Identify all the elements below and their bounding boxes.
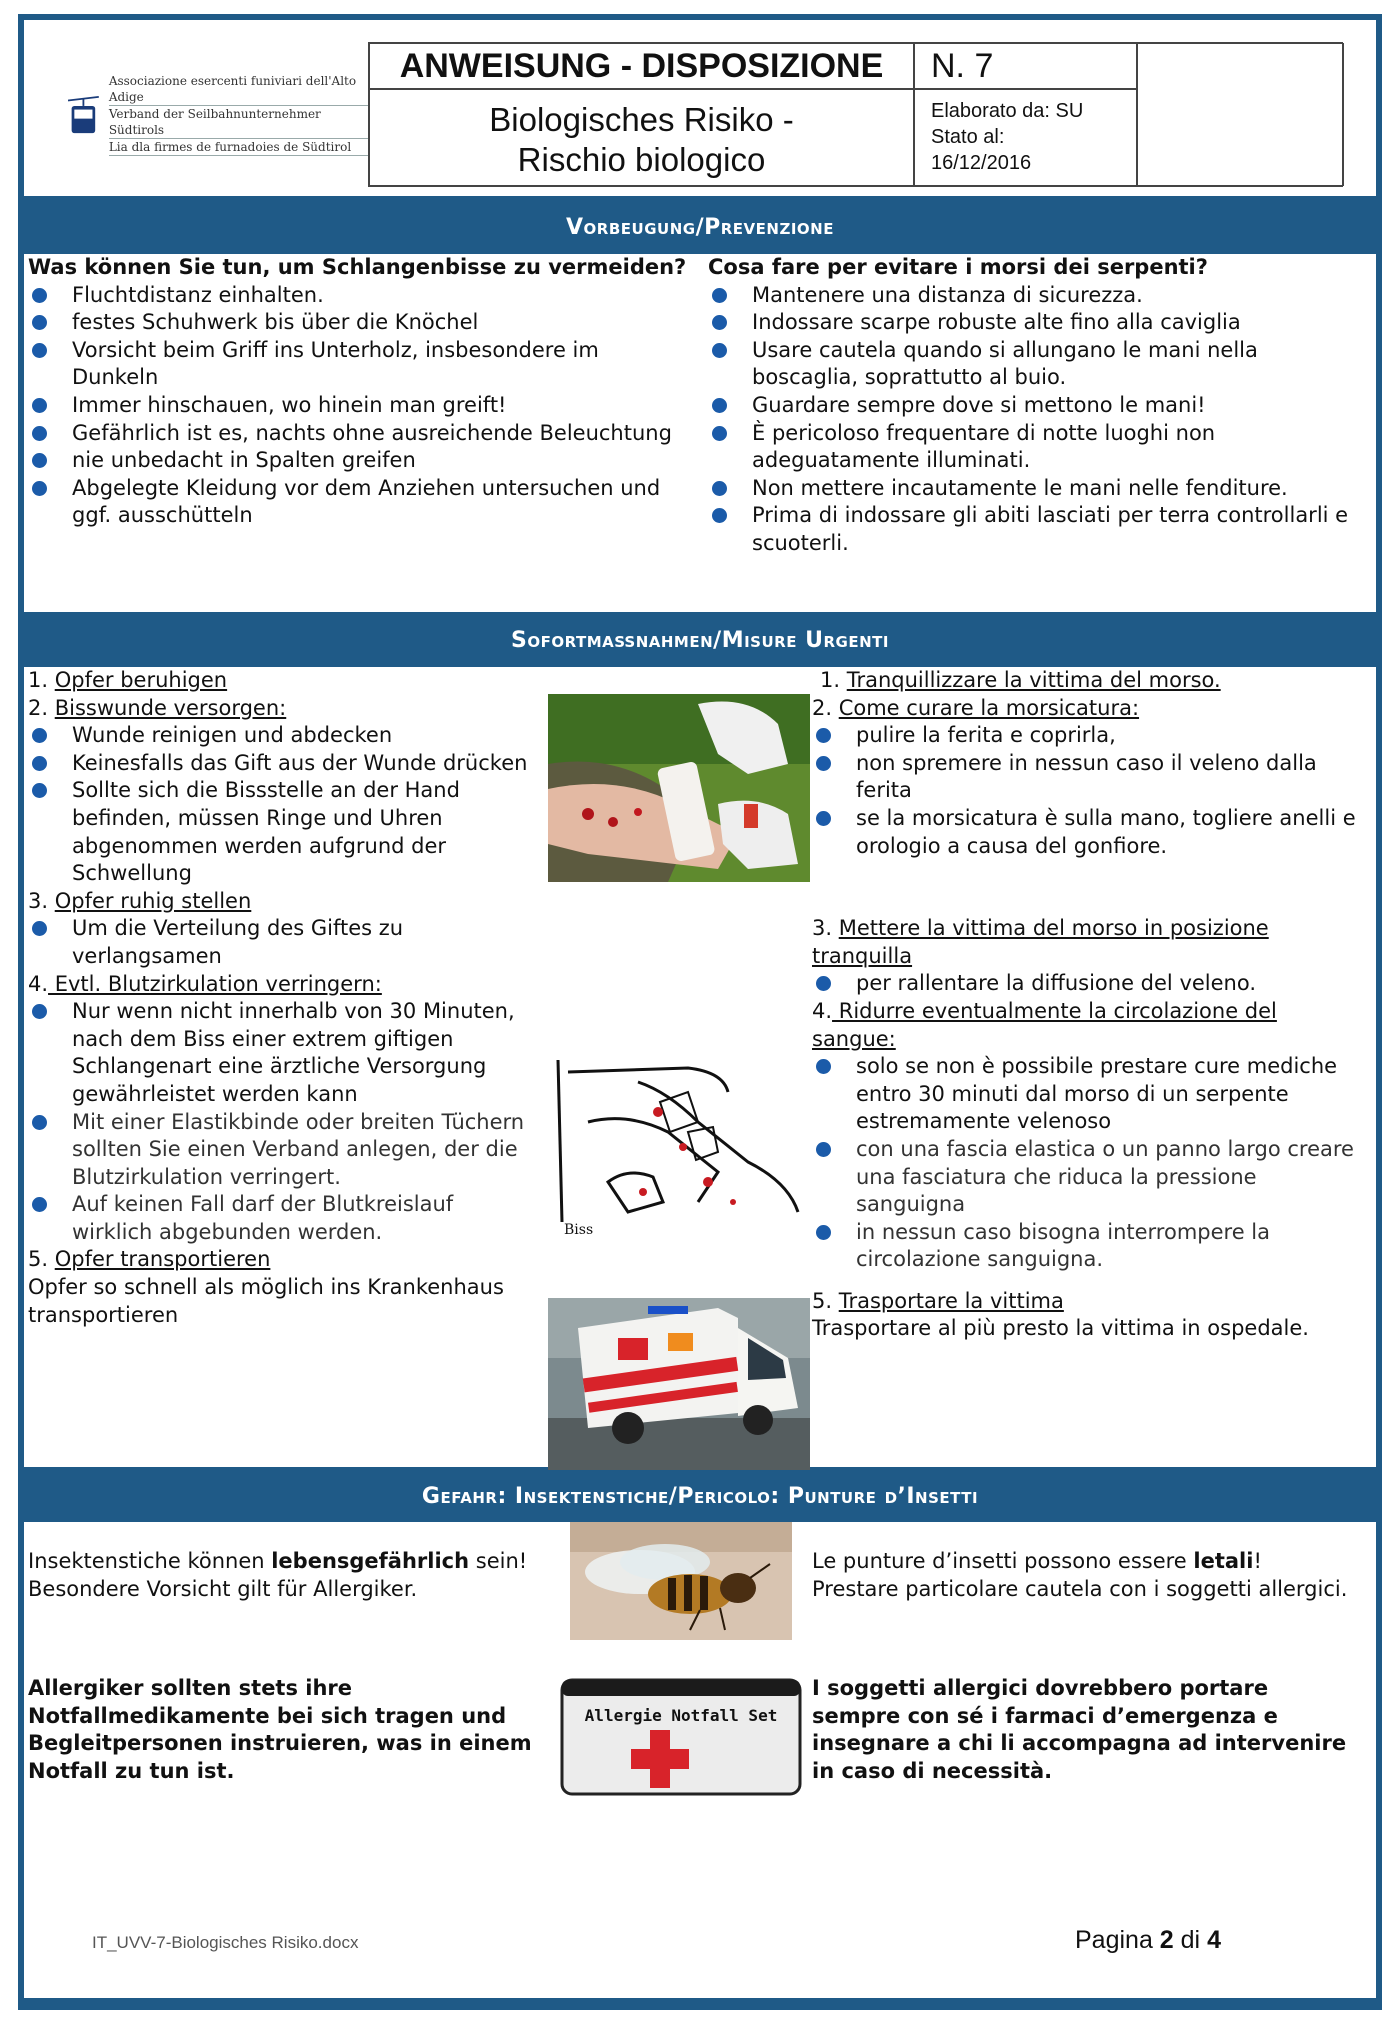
logo-line-lad: Lia dla firmes de furnadoies de Südtirol xyxy=(109,139,368,156)
list-item: Vorsicht beim Griff ins Unterholz, insbesondere im Dunkeln xyxy=(28,337,690,392)
list-item: pulire la ferita e coprirla, xyxy=(812,722,1360,750)
step-title: Ridurre eventualmente la circolazione del sangue: xyxy=(812,998,1277,1051)
list-item: Prima di indossare gli abiti lasciati per terra controllarli e scuoterli. xyxy=(708,502,1353,557)
step-title: Evtl. Blutzirkulation verringern: xyxy=(48,971,382,996)
bandage-photo xyxy=(548,694,810,882)
page-mid: di xyxy=(1173,1926,1208,1954)
page-prefix: Pagina xyxy=(1075,1926,1160,1954)
step-5-de xyxy=(28,1246,528,1274)
list-item: Gefährlich ist es, nachts ohne ausreichende Beleuchtung xyxy=(28,420,690,448)
text-emphasis: letali xyxy=(1193,1549,1254,1573)
prevention-de xyxy=(28,254,690,530)
step-4-de-list xyxy=(28,998,528,1246)
list-item: se la morsicatura è sulla mano, togliere anelli e orologio a causa del gonfiore. xyxy=(812,805,1360,860)
list-item: Usare cautela quando si allungano le mani nella boscaglia, soprattutto al buio. xyxy=(708,337,1353,392)
list-item: Mantenere una distanza di sicurezza. xyxy=(708,282,1353,310)
prevention-de-list xyxy=(28,282,690,530)
list-item: nie unbedacht in Spalten greifen xyxy=(28,447,690,475)
bandage-photo-illustration xyxy=(548,694,810,882)
heading-de: Sofortmaßnahmen xyxy=(511,627,714,653)
heading-sep: / xyxy=(713,627,722,653)
ambulance-photo xyxy=(548,1298,810,1470)
logo-line-de: Verband der Seilbahnunternehmer Südtirols xyxy=(109,106,368,139)
header-blank-cell xyxy=(1137,43,1344,186)
step-number: 1. xyxy=(28,668,55,692)
leg-drawing xyxy=(548,1052,810,1244)
step-title: Come curare la morsicatura: xyxy=(838,695,1140,720)
text-run: Insektenstiche können xyxy=(28,1549,272,1573)
text-run: sein! Besondere Vorsicht gilt für Allergiker. xyxy=(28,1549,528,1601)
header-table xyxy=(368,42,1343,187)
state-label: Stato al: xyxy=(931,126,1005,148)
list-item: Abgelegte Kleidung vor dem Anziehen untersuchen und ggf. ausschütteln xyxy=(28,475,690,530)
heading-de: Vorbeugung xyxy=(566,214,696,240)
list-item: per rallentare la diffusione del veleno. xyxy=(812,970,1360,998)
list-item: Um die Verteilung des Giftes zu verlangsamen xyxy=(28,915,528,970)
list-item: con una fascia elastica o un panno largo creare una fasciatura che riduca la pressione sanguigna xyxy=(812,1136,1360,1219)
heading-de: Gefahr: Insektenstiche xyxy=(421,1483,669,1509)
bee-photo xyxy=(570,1522,792,1640)
step-3-de-list xyxy=(28,915,528,970)
step-title: Bisswunde versorgen: xyxy=(54,695,287,720)
section-heading-prevention xyxy=(24,207,1376,247)
step-5-it xyxy=(812,1288,1360,1316)
list-item: Fluchtdistanz einhalten. xyxy=(28,282,690,310)
step-number: 4. xyxy=(812,998,833,1023)
drawing-label: Biss xyxy=(564,1222,594,1238)
step-title: Opfer transportieren xyxy=(54,1247,271,1272)
step-4-it xyxy=(812,998,1360,1053)
list-item: Keinesfalls das Gift aus der Wunde drücken xyxy=(28,750,528,778)
footer-page-number xyxy=(1075,1926,1221,1955)
document-title: ANWEISUNG - DISPOSIZIONE xyxy=(369,43,914,89)
heading-it: Misure Urgenti xyxy=(721,627,889,653)
page-current: 2 xyxy=(1159,1926,1174,1954)
insects-de-text-1 xyxy=(28,1548,548,1603)
prevention-it-question: Cosa fare per evitare i morsi dei serpenti? xyxy=(708,255,1208,279)
step-number: 1. xyxy=(820,668,847,692)
heading-sep: / xyxy=(695,214,705,240)
insects-de-text-2: Allergiker sollten stets ihre Notfallmedikamente bei sich tragen und Begleitpersonen instruieren, was in einem Notfall zu tun ist. xyxy=(28,1676,532,1783)
text-run: ! Prestare particolare cautela con i soggetti allergici. xyxy=(812,1549,1348,1601)
cable-car-icon xyxy=(68,93,99,137)
step-4-it-list xyxy=(812,1053,1360,1274)
list-item: Immer hinschauen, wo hinein man greift! xyxy=(28,392,690,420)
list-item: Guardare sempre dove si mettono le mani! xyxy=(708,392,1353,420)
logo-line-it: Associazione esercenti funiviari dell'Alto Adige xyxy=(109,73,368,106)
step-number: 3. xyxy=(28,888,55,913)
bee-illustration xyxy=(570,1522,792,1640)
kit-label: Allergie Notfall Set xyxy=(584,1706,778,1725)
list-item: non spremere in nessun caso il veleno dalla ferita xyxy=(812,750,1360,805)
section-heading-insects xyxy=(24,1476,1376,1516)
step-2-de xyxy=(28,695,528,723)
section-heading-urgent xyxy=(24,620,1376,660)
step-3-de xyxy=(28,888,528,916)
step-number: 3. xyxy=(812,916,839,941)
footer-filename: IT_UVV-7-Biologisches Risiko.docx xyxy=(92,1933,359,1952)
step-3-it xyxy=(812,915,1360,970)
step-1-de xyxy=(28,667,528,695)
document-number: N. 7 xyxy=(914,43,1137,89)
allergy-kit-illustration xyxy=(560,1674,802,1796)
subtitle-line-2: Rischio biologico xyxy=(517,141,766,178)
list-item: festes Schuhwerk bis über die Knöchel xyxy=(28,309,690,337)
step-number: 4. xyxy=(28,971,49,996)
step-title: Tranquillizzare la vittima del morso. xyxy=(846,668,1221,692)
page-total: 4 xyxy=(1207,1926,1221,1954)
list-item: Sollte sich die Bissstelle an der Hand befinden, müssen Ringe und Uhren abgenommen werden aufgrund der Schwellung xyxy=(28,777,528,887)
list-item: Mit einer Elastikbinde oder breiten Tüchern sollten Sie einen Verband anlegen, der die Blutzirkulation verringert. xyxy=(28,1109,528,1192)
step-number: 2. xyxy=(28,695,55,720)
elaborated-by: Elaborato da: SU xyxy=(931,100,1084,122)
prevention-it xyxy=(708,254,1353,558)
list-item: È pericoloso frequentare di notte luoghi non adeguatamente illuminati. xyxy=(708,420,1353,475)
list-item: Indossare scarpe robuste alte fino alla caviglia xyxy=(708,309,1353,337)
step-title: Trasportare la vittima xyxy=(838,1288,1064,1313)
step-number: 2. xyxy=(812,695,839,720)
document-meta xyxy=(914,89,1137,186)
step-2-it-list xyxy=(812,722,1360,860)
urgent-de xyxy=(28,667,528,1329)
allergy-kit-photo xyxy=(560,1674,802,1796)
text-emphasis: lebensgefährlich xyxy=(271,1549,470,1573)
step-2-it xyxy=(812,695,1360,723)
list-item: in nessun caso bisogna interrompere la circolazione sanguigna. xyxy=(812,1219,1360,1274)
heading-it: Prevenzione xyxy=(704,214,834,240)
logo xyxy=(24,42,368,187)
step-4-de xyxy=(28,971,528,999)
step-2-de-list xyxy=(28,722,528,888)
step-5-it-text: Trasportare al più presto la vittima in ospedale. xyxy=(812,1316,1309,1341)
insects-it-text-1 xyxy=(812,1548,1352,1603)
step-title: Mettere la vittima del morso in posizione tranquilla xyxy=(812,916,1269,968)
step-number: 5. xyxy=(28,1247,55,1272)
leg-bandage-drawing xyxy=(548,1052,810,1244)
ambulance-illustration xyxy=(548,1298,810,1470)
state-date: 16/12/2016 xyxy=(931,152,1032,174)
text-run: Le punture d’insetti possono essere xyxy=(812,1549,1194,1573)
step-title: Opfer ruhig stellen xyxy=(54,888,252,913)
subtitle-line-1: Biologisches Risiko - xyxy=(489,101,794,138)
list-item: Auf keinen Fall darf der Blutkreislauf wirklich abgebunden werden. xyxy=(28,1191,528,1246)
list-item: Non mettere incautamente le mani nelle fenditure. xyxy=(708,475,1353,503)
step-3-it-list xyxy=(812,970,1360,998)
heading-sep: / xyxy=(668,1483,678,1509)
insects-it-text-2: I soggetti allergici dovrebbero portare sempre con sé i farmaci d’emergenza e insegnare a chi li accompagna ad intervenire in caso di necessità. xyxy=(812,1676,1347,1783)
step-title: Opfer beruhigen xyxy=(54,668,228,692)
step-1-it xyxy=(812,667,1360,695)
list-item: solo se non è possibile prestare cure mediche entro 30 minuti dal morso di un serpente estremamente velenoso xyxy=(812,1053,1360,1136)
list-item: Wunde reinigen und abdecken xyxy=(28,722,528,750)
prevention-de-question: Was können Sie tun, um Schlangenbisse zu vermeiden? xyxy=(28,255,687,279)
document-subtitle xyxy=(369,89,914,186)
prevention-it-list xyxy=(708,282,1353,558)
list-item: Nur wenn nicht innerhalb von 30 Minuten, nach dem Biss einer extrem giftigen Schlangenart eine ärztliche Versorgung gewährleistet werden kann xyxy=(28,998,528,1108)
step-number: 5. xyxy=(812,1288,839,1313)
heading-it: Pericolo: Punture d’Insetti xyxy=(677,1483,979,1509)
step-5-de-text: Opfer so schnell als möglich ins Krankenhaus transportieren xyxy=(28,1275,504,1327)
urgent-it xyxy=(812,667,1360,1343)
